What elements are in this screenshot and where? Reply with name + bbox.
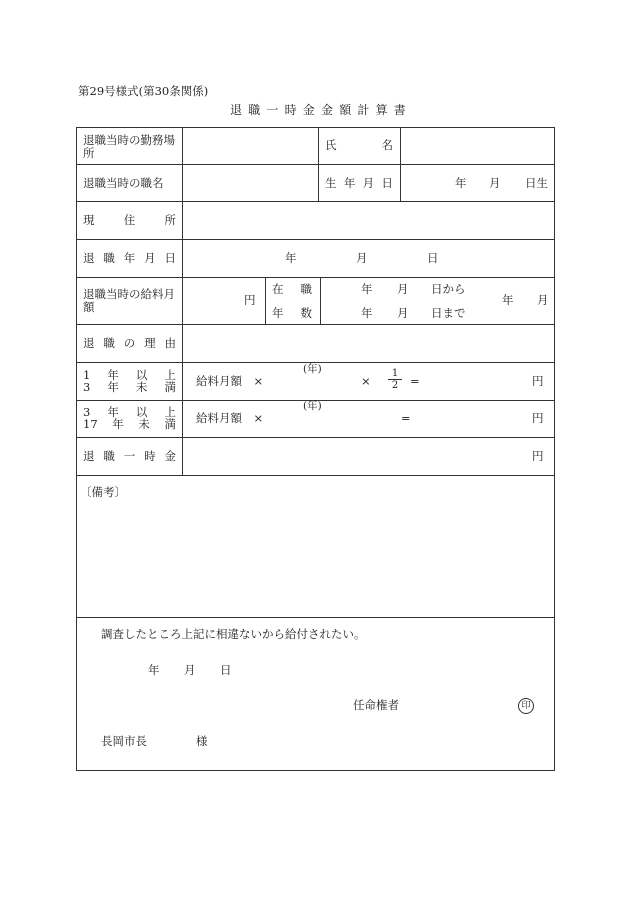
label-char: 職 [103,336,115,350]
label-char: 年 [343,176,356,190]
label-char: 年 [107,380,119,394]
label-char: 月 [144,251,156,265]
tenure-total-year: 年 [502,293,514,307]
salary-yen-unit: 円 [244,293,256,307]
label-char: 退 [83,336,95,350]
label-char: 由 [164,336,176,350]
label-char: 職 [103,251,115,265]
label-char: 日 [381,176,393,190]
label-char: 満 [164,380,176,394]
label-char: 住 [123,213,136,227]
calc2-yen-unit: 円 [532,411,544,425]
calc1-equals: = [410,374,420,388]
footer-year-unit: 年 [148,663,160,677]
workplace-label: 退職当時の勤務場所 [83,133,175,160]
label-char: 在 [272,282,284,296]
row-divider [76,277,555,278]
label-column-divider [182,127,183,475]
appointing-authority-label: 任命権者 [353,698,399,712]
retirement-month-unit: 月 [356,251,368,265]
label-char: 未 [138,417,150,431]
tenure-from-day: 日から [431,282,466,296]
column-divider [320,277,321,324]
birth-month-unit: 月 [489,176,501,190]
label-char: 現 [83,213,95,227]
approval-statement: 調査したところ上記に相違ないから給付されたい。 [101,627,366,641]
tenure-total-month: 月 [537,293,549,307]
retirement-year-unit: 年 [285,251,297,265]
tenure-label-top [272,283,312,296]
salary-label: 退職当時の給料月額 [83,287,175,314]
retirement-date-label [83,252,176,265]
label-char: 所 [164,213,176,227]
row-divider [76,239,555,240]
remarks-label: 〔備考〕 [80,485,126,499]
address-label [83,214,176,227]
label-char: 年 [112,417,124,431]
row-divider [76,617,555,618]
label-char: 月 [362,176,375,190]
fraction-numerator: 1 [388,368,402,380]
tenure-from-year: 年 [361,282,373,296]
tenure-to-year: 年 [361,306,373,320]
label-char: 年 [107,368,119,382]
label-char: 退 [83,449,95,463]
label-char: 上 [164,368,176,382]
calc2-years-unit: (年) [303,400,322,412]
footer-month-unit: 月 [184,663,196,677]
column-divider [400,127,401,201]
footer-day-unit: 日 [220,663,232,677]
name-label [325,139,393,152]
calc1-years-unit: (年) [303,363,322,375]
label-char: 理 [144,336,156,350]
retirement-day-unit: 日 [427,251,439,265]
lump-sum-label [83,450,176,463]
label-char: 年 [107,405,119,419]
calc2-equals: = [401,411,411,425]
label-char: 氏 [325,138,337,152]
label-char: 金 [164,449,176,463]
column-divider [265,277,266,324]
row-divider [76,164,555,165]
label-char: 職 [103,449,115,463]
tenure-label-bottom [272,307,312,320]
label-char: 以 [135,405,148,419]
page-title: 退職一時金金額計算書 [230,103,413,117]
label-char: 1 [83,368,91,382]
label-char: 数 [300,306,312,320]
label-char: 職 [300,282,312,296]
label-char: 退 [83,251,95,265]
label-char: 年 [123,251,136,265]
tenure-to-month: 月 [397,306,409,320]
label-char: 未 [135,380,148,394]
row-divider [76,437,555,438]
job-title-label: 退職当時の職名 [83,176,164,190]
birth-day-unit: 日生 [525,176,548,190]
label-char: 3 [83,380,91,394]
form-number: 第29号様式(第30条関係) [78,84,209,98]
label-char: 17 [83,417,98,431]
label-char: 生 [325,176,337,190]
retirement-reason-field[interactable] [184,325,554,361]
label-char: 一 [123,449,136,463]
label-char: 名 [381,138,393,152]
address-field[interactable] [184,202,554,238]
calc1-times: × [361,374,371,388]
calc1-formula-prefix: 給料月額 × [196,374,264,388]
label-char: 以 [135,368,148,382]
name-field[interactable] [402,128,554,163]
label-char: 時 [144,449,156,463]
addressee: 長岡市長 [101,734,147,748]
calc1-yen-unit: 円 [532,374,544,388]
calc1-label-bottom [83,381,176,394]
remarks-field[interactable] [77,500,554,616]
birth-date-label [325,177,393,190]
label-char: 満 [164,417,176,431]
birth-year-unit: 年 [455,176,467,190]
fraction-denominator: 2 [391,380,399,391]
tenure-to-day: 日まで [431,306,466,320]
workplace-field[interactable] [184,128,317,163]
label-char: 上 [164,405,176,419]
row-divider [76,475,555,476]
calc2-label-bottom [83,418,176,431]
one-half-fraction [388,368,402,391]
retirement-reason-label [83,337,176,350]
addressee-honorific: 様 [196,734,208,748]
label-char: 3 [83,405,91,419]
lump-sum-yen-unit: 円 [532,449,544,463]
label-char: 日 [164,251,176,265]
seal-icon: 印 [518,698,534,714]
column-divider [318,127,319,201]
calc2-formula-prefix: 給料月額 × [196,411,264,425]
label-char: 年 [272,306,284,320]
tenure-from-month: 月 [397,282,409,296]
label-char: の [123,336,136,350]
